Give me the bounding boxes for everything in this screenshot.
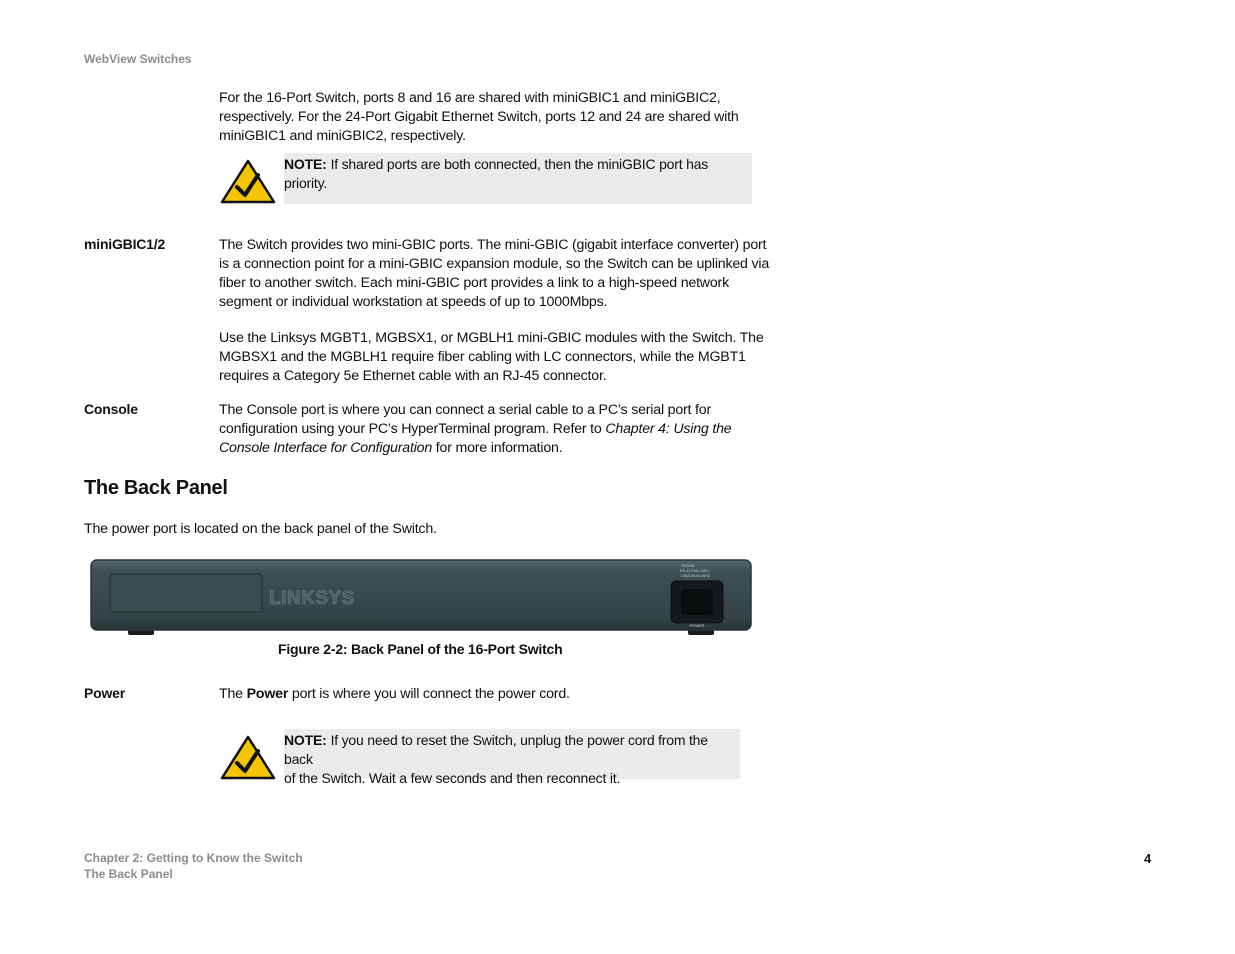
chapter-reference: Chapter 4: Using the <box>605 421 732 437</box>
paragraph-text: The <box>219 686 247 702</box>
minigbic-paragraph-1 <box>219 236 769 312</box>
figure-caption: Figure 2-2: Back Panel of the 16-Port Switch <box>278 641 563 657</box>
paragraph-text: port is where you will connect the power cord. <box>288 686 570 702</box>
paragraph-line: is a connection point for a mini-GBIC expansion module, so the Switch can be uplinked via <box>219 256 770 272</box>
power-term-inline: Power <box>246 686 289 702</box>
paragraph-line: fiber to another switch. Each mini-GBIC port provides a link to a high-speed network <box>219 275 729 291</box>
rating-label: 100-127/200-240V~ <box>679 569 711 573</box>
paragraph-line <box>219 439 731 458</box>
paragraph-line: MGBSX1 and the MGBLH1 require fiber cabling with LC connectors, while the MGBT1 <box>219 349 746 365</box>
power-socket-inner <box>681 589 713 615</box>
paragraph-line: segment or individual workstation at speeds of up to 1000Mbps. <box>219 294 608 310</box>
paragraph-line: Use the Linksys MGBT1, MGBSX1, or MGBLH1 mini-GBIC modules with the Switch. The <box>219 330 764 346</box>
console-paragraph <box>219 401 731 458</box>
paragraph-line <box>219 420 731 439</box>
note-box <box>284 153 752 204</box>
back-panel-intro: The power port is located on the back panel of the Switch. <box>84 521 437 537</box>
paragraph-text: for more information. <box>432 440 563 456</box>
brand-logo: LINKSYS <box>269 588 355 609</box>
page-number: 4 <box>1144 851 1152 866</box>
footer-section: The Back Panel <box>84 867 173 881</box>
term-console: Console <box>84 401 138 417</box>
running-header: WebView Switches <box>84 52 192 66</box>
note-text: If you need to reset the Switch, unplug the power cord from the back <box>284 732 708 767</box>
section-title: The Back Panel <box>84 477 228 499</box>
footer-chapter: Chapter 2: Getting to Know the Switch <box>84 851 303 865</box>
intro-line: respectively. For the 24-Port Gigabit Ethernet Switch, ports 12 and 24 are shared with <box>219 109 739 125</box>
note-text: If shared ports are both connected, then the miniGBIC port has priority. <box>284 156 709 191</box>
switch-back-panel-image <box>88 558 754 638</box>
paragraph-line: The Console port is where you can connect a serial cable to a PC’s serial port for <box>219 402 711 418</box>
paragraph-text: configuration using your PC’s HyperTerminal program. Refer to <box>219 421 606 437</box>
note-label: NOTE: <box>284 732 327 748</box>
term-minigbic: miniGBIC1/2 <box>84 236 166 252</box>
warning-check-icon <box>220 158 276 204</box>
intro-paragraph <box>219 89 739 146</box>
blank-plate <box>110 574 262 612</box>
chapter-reference: Console Interface for Configuration <box>219 440 433 456</box>
note-box <box>284 729 740 786</box>
warning-check-icon <box>220 734 276 780</box>
paragraph-line: requires a Category 5e Ethernet cable with an RJ-45 connector. <box>219 368 607 384</box>
footer <box>84 850 303 882</box>
intro-line: For the 16-Port Switch, ports 8 and 16 are shared with miniGBIC1 and miniGBIC2, <box>219 90 721 106</box>
paragraph-line: The Switch provides two mini-GBIC ports. The mini-GBIC (gigabit interface converter) port <box>219 237 767 253</box>
note-line <box>284 731 740 769</box>
note-line: of the Switch. Wait a few seconds and then reconnect it. <box>284 770 621 786</box>
minigbic-paragraph-2 <box>219 329 764 386</box>
intro-line: miniGBIC1 and miniGBIC2, respectively. <box>219 128 466 144</box>
power-label: POWER <box>689 623 705 628</box>
note-label: NOTE: <box>284 156 327 172</box>
term-power: Power <box>84 685 126 701</box>
rating-label: RATING <box>681 564 695 568</box>
rating-label: 1.5A/0.8A 50-60HZ <box>680 574 710 578</box>
power-paragraph <box>219 685 570 704</box>
